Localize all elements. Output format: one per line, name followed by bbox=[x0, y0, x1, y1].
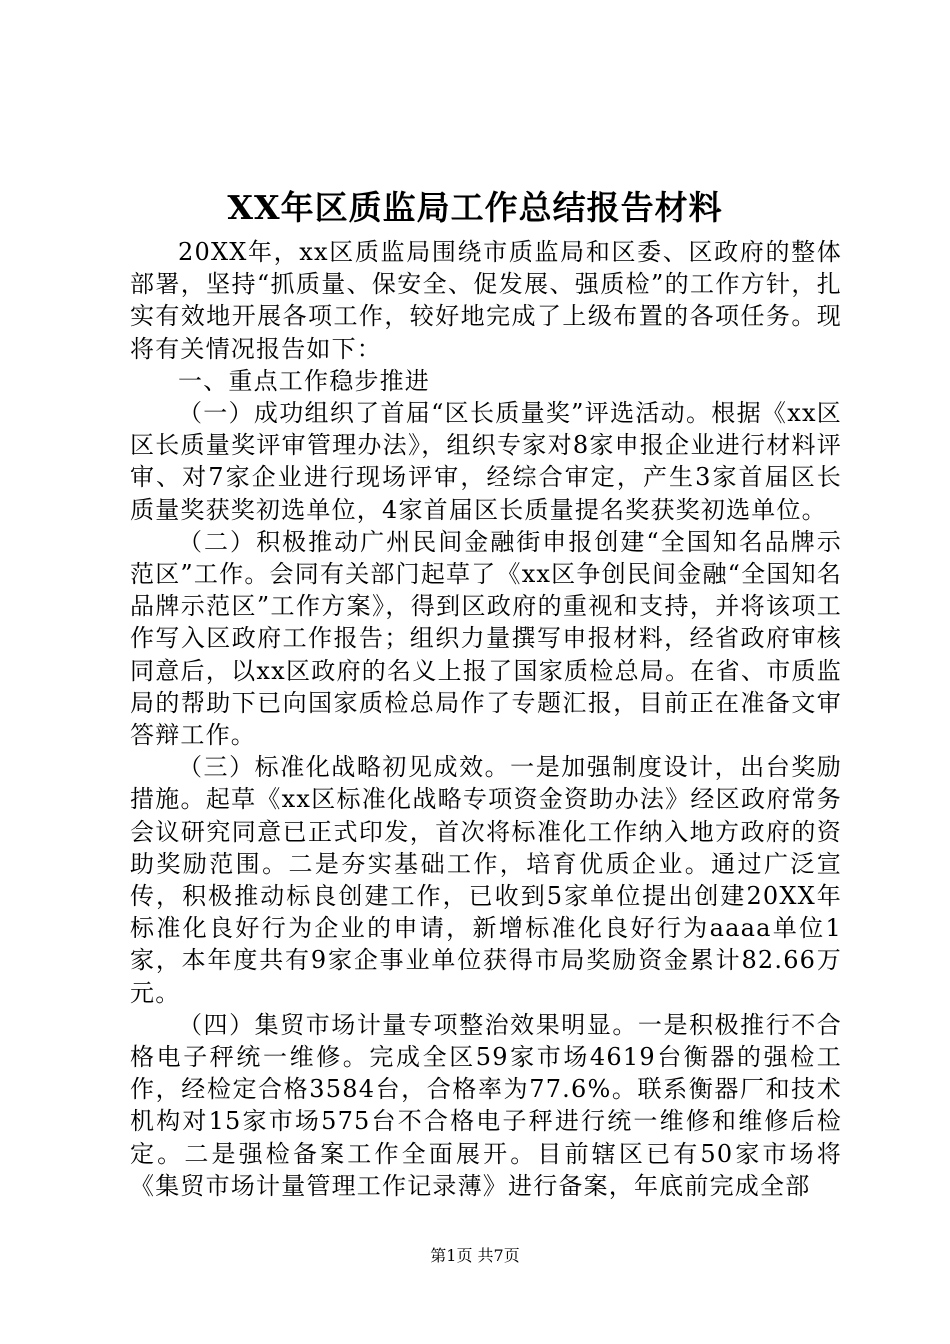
page-number-footer: 第1页 共7页 bbox=[430, 1246, 520, 1265]
document-body bbox=[130, 236, 842, 1202]
paragraph-item-4: （四）集贸市场计量专项整治效果明显。一是积极推行不合格电子秤统一维修。完成全区59家市场4619台衡器的强检工作，经检定合格3584台，合格率为77.6%。联系衡器厂和技术机构对15家市场575台不合格电子秤进行统一维修和维修后检定。二是强检备案工作全面展开。目前辖区已有50家市场将《集贸市场计量管理工作记录薄》进行备案，年底前完成全部 bbox=[130, 1010, 842, 1200]
section-heading-1: 一、重点工作稳步推进 bbox=[178, 366, 430, 395]
document-title: XX年区质监局工作总结报告材料 bbox=[227, 188, 723, 227]
paragraph-intro: 20XX年，xx区质监局围绕市质监局和区委、区政府的整体部署，坚持“抓质量、保安全、促发展、强质检”的工作方针，扎实有效地开展各项工作，较好地完成了上级布置的各项任务。现将有关情况报告如下： bbox=[130, 238, 842, 363]
paragraph-item-3: （三）标准化战略初见成效。一是加强制度设计，出台奖励措施。起草《xx区标准化战略专项资金资助办法》经区政府常务会议研究同意已正式印发，首次将标准化工作纳入地方政府的资助奖励范围。二是夯实基础工作，培育优质企业。通过广泛宣传，积极推动标良创建工作，已收到5家单位提出创建20XX年标准化良好行为企业的申请，新增标准化良好行为aaaa单位1家，本年度共有9家企事业单位获得市局奖励资金累计82.66万元。 bbox=[130, 753, 842, 1007]
paragraph-item-1: （一）成功组织了首届“区长质量奖”评选活动。根据《xx区区长质量奖评审管理办法》，组织专家对8家申报企业进行材料评审、对7家企业进行现场评审，经综合审定，产生3家首届区长质量奖获奖初选单位，4家首届区长质量提名奖获奖初选单位。 bbox=[130, 399, 842, 524]
paragraph-item-2: （二）积极推动广州民间金融街申报创建“全国知名品牌示范区”工作。会同有关部门起草了《xx区争创民间金融“全国知名品牌示范区”工作方案》，得到区政府的重视和支持，并将该项工作写入区政府工作报告；组织力量撰写申报材料，经省政府审核同意后，以xx区政府的名义上报了国家质检总局。在省、市质监局的帮助下已向国家质检总局作了专题汇报，目前正在准备文审答辩工作。 bbox=[130, 527, 842, 750]
